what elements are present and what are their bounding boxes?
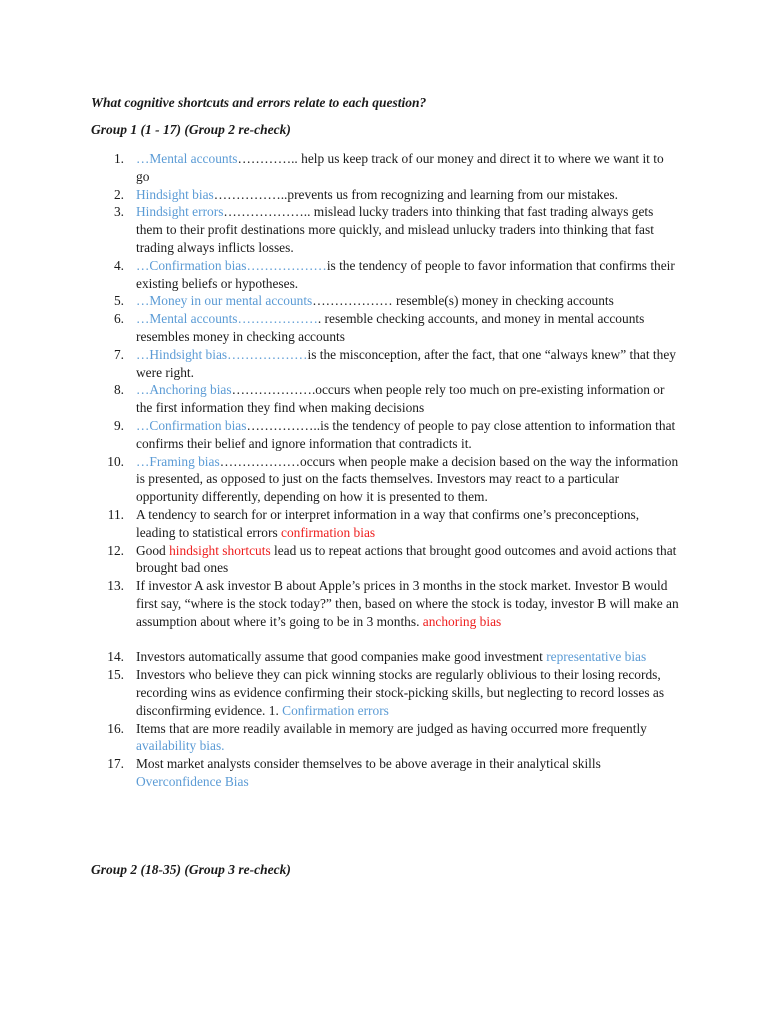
answer-text: Confirmation errors — [282, 702, 389, 718]
list-item-number: 16. — [107, 720, 124, 736]
answer-text: availability bias. — [136, 738, 225, 754]
question-text: ……………….occurs when people rely too much on pre-existing information or the first information they find when making decisions — [136, 382, 665, 416]
list-item — [100, 292, 680, 310]
question-text: ……………….. mislead lucky traders into thinking that fast trading always gets them to their profit destinations more quickly, and mislead unlucky traders into thinking that fast trading always inflicts losses. — [136, 204, 654, 255]
question-text: Investors who believe they can pick winning stocks are regularly oblivious to their losing records, recording wins as evidence confirming their stock-picking skills, but neglecting to record losses as disconfirming evidence. 1. — [136, 667, 665, 718]
question-text: ………….. help us keep track of our money and direct it to where we want it to go — [136, 151, 664, 184]
answer-text: …Anchoring bias — [136, 382, 232, 398]
answer-text: Overconfidence Bias — [136, 773, 249, 789]
list-item — [100, 257, 680, 293]
question-text: lead us to repeat actions that brought good outcomes and avoid actions that brought bad ones — [136, 542, 677, 576]
question-text: Investors automatically assume that good companies make good investment — [136, 649, 547, 665]
group1-heading: Group 1 (1 - 17) (Group 2 re-check) — [91, 122, 291, 137]
answer-text: …Hindsight bias……………… — [136, 346, 308, 362]
list-item-number: 10. — [107, 453, 124, 469]
answer-text: representative bias — [546, 649, 647, 665]
question-text: A tendency to search for or interpret information in a way that confirms one’s preconceptions, leading to statistical errors — [136, 506, 640, 540]
answer-text: …Money in our mental accounts — [136, 293, 313, 309]
list-item-number: 6. — [113, 311, 124, 327]
list-item — [100, 346, 680, 382]
list-item-number: 1. — [113, 151, 124, 166]
question-text: If investor A ask investor B about Apple’s prices in 3 months in the stock market. Investor B would first say, “where is the stock today?” then, based on where the stock is today, investor B will make an assumption about where it’s going to be in 3 months. — [136, 578, 679, 629]
answer-text: confirmation bias — [281, 524, 376, 540]
list-item-number: 13. — [107, 578, 124, 594]
question-text: is the misconception, after the fact, that one “always knew” that they were right. — [136, 346, 676, 380]
answer-text: hindsight shortcuts — [169, 542, 271, 558]
question-text: ……………… resemble(s) money in checking accounts — [312, 293, 614, 309]
answer-text: …Confirmation bias……………… — [136, 257, 327, 273]
list-item-number: 3. — [113, 204, 124, 220]
question-list — [100, 150, 680, 791]
list-item-number: 11. — [107, 506, 124, 522]
list-item — [100, 542, 680, 578]
answer-text: Hindsight errors — [136, 204, 224, 220]
list-item-number: 7. — [113, 346, 124, 362]
list-item — [100, 453, 680, 506]
list-item — [100, 310, 680, 346]
answer-text: …Confirmation bias — [136, 417, 247, 433]
list-item — [100, 755, 680, 791]
list-item — [100, 648, 680, 666]
list-item — [100, 203, 680, 256]
group2-heading: Group 2 (18-35) (Group 3 re-check) — [91, 862, 291, 877]
list-item-number: 2. — [113, 186, 124, 202]
list-item-number: 12. — [107, 542, 124, 558]
list-item — [100, 666, 680, 719]
list-item-number: 17. — [107, 756, 124, 772]
document-title: What cognitive shortcuts and errors relate to each question? — [91, 95, 427, 110]
list-item-number: 15. — [107, 667, 124, 683]
question-text: Items that are more readily available in memory are judged as having occurred more frequently — [136, 720, 647, 736]
list-item — [100, 720, 680, 756]
question-text: . resemble checking accounts, and money in mental accounts resembles money in checking accounts — [136, 311, 645, 344]
blank-line — [100, 631, 680, 649]
list-item — [100, 577, 680, 630]
list-item — [100, 186, 680, 204]
question-text: ……………..prevents us from recognizing and learning from our mistakes. — [213, 186, 618, 202]
question-text: Most market analysts consider themselves to be above average in their analytical skills — [136, 756, 601, 772]
list-item — [100, 381, 680, 417]
list-item — [100, 150, 680, 186]
question-text: is the tendency of people to favor information that confirms their existing beliefs or hypotheses. — [136, 257, 675, 291]
answer-text: Hindsight bias — [136, 186, 214, 202]
answer-text: …Mental accounts……………… — [136, 311, 318, 327]
list-item-number: 14. — [107, 649, 124, 665]
question-text: Good — [136, 542, 170, 558]
list-item-number: 9. — [113, 417, 124, 433]
list-item-number: 8. — [113, 382, 124, 398]
question-text: ………………occurs when people make a decision based on the way the information is presented, as opposed to just on the facts themselves. Investors may react to a particular opportunity differently, depending on how it is presented to them. — [136, 453, 679, 505]
list-item — [100, 417, 680, 453]
answer-text: …Mental accounts — [136, 151, 238, 166]
answer-text: anchoring bias — [422, 613, 502, 629]
answer-text: …Framing bias — [136, 453, 220, 469]
list-item-number: 5. — [113, 293, 124, 309]
list-item — [100, 506, 680, 542]
question-text: ……………..is the tendency of people to pay close attention to information that confirms their belief and ignore information that contradicts it. — [136, 417, 676, 451]
list-item-number: 4. — [113, 257, 124, 273]
